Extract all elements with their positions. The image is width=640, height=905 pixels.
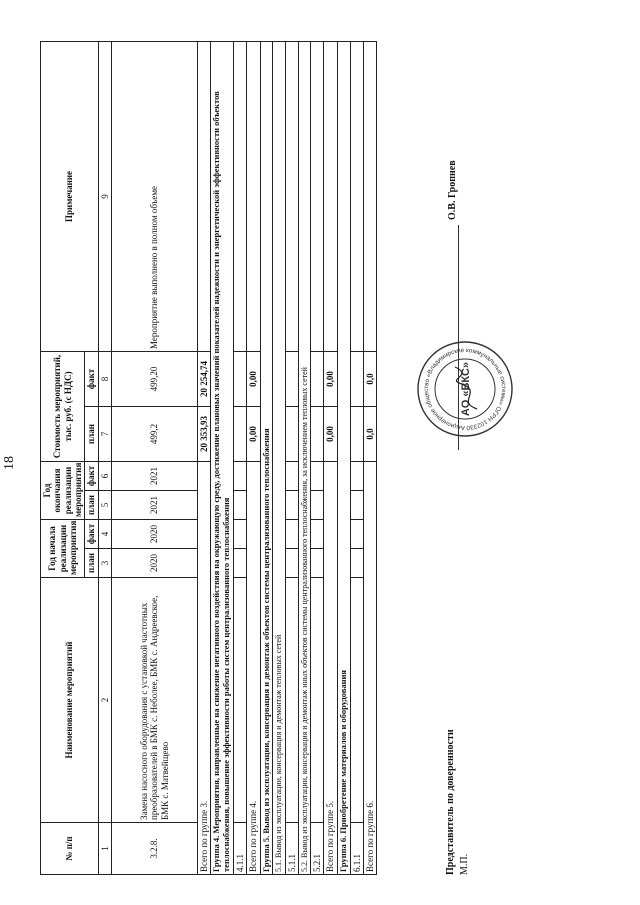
colnum: 5 <box>98 490 111 519</box>
colnum: 2 <box>98 578 111 823</box>
header-note: Примечание <box>41 41 99 351</box>
company-stamp <box>415 339 515 439</box>
table-row-3-2-8 <box>112 41 198 874</box>
measures-table <box>40 41 377 875</box>
row-cost-fact: 499,20 <box>112 351 198 406</box>
row-num: 3.2.8. <box>112 823 198 875</box>
total-row-group-4 <box>247 41 260 874</box>
colnum: 8 <box>98 351 111 406</box>
header-end-fact: факт <box>85 461 98 490</box>
row-num: 5.2.1 <box>311 823 324 875</box>
page-number: 18 <box>2 456 17 470</box>
colnum: 9 <box>98 41 111 351</box>
group-heading: Группа 6. Приобретение материалов и оборудования <box>337 41 350 874</box>
colnum: 4 <box>98 519 111 548</box>
subgroup-heading: 5.1. Вывод из эксплуатации, консервация и демонтаж тепловых сетей <box>273 41 285 874</box>
row-num: 6.1.1 <box>350 823 363 875</box>
row-measure-name: Замена насосного оборудования с установкой частотных преобразователей в БМК с. Неболее, БМК с. Андреевское, БМК с. Матвейщево <box>112 578 198 823</box>
table-row-6-1-1 <box>350 41 363 874</box>
table-row-4-1-1 <box>233 41 246 874</box>
mp-label: М.П. <box>459 853 470 875</box>
colnum: 1 <box>98 823 111 875</box>
total-row-group-3 <box>198 41 211 874</box>
representative-label: Представитель по доверенности <box>445 729 456 875</box>
row-cost-plan: 499,2 <box>112 406 198 461</box>
total-label: Всего по группе 5. <box>324 461 337 874</box>
subgroup-5-2-heading <box>298 41 310 874</box>
header-end-plan: план <box>85 490 98 519</box>
colnum: 7 <box>98 406 111 461</box>
colnum: 3 <box>98 549 111 578</box>
total-fact: 20 254,74 <box>198 351 211 406</box>
total-plan: 0,00 <box>247 406 260 461</box>
header-cost: Стоимость мероприятий, тыс. руб. (с НДС) <box>41 351 85 461</box>
group-4-heading <box>211 41 234 874</box>
total-fact: 0,0 <box>363 351 376 406</box>
total-plan: 20 353,93 <box>198 406 211 461</box>
total-label: Всего по группе 6. <box>363 461 376 874</box>
total-fact: 0,00 <box>324 351 337 406</box>
header-end-year: Год окончания реализации мероприятия <box>41 461 85 519</box>
total-label: Всего по группе 4. <box>247 461 260 874</box>
subgroup-heading: 5.2. Вывод из эксплуатации, консервация и демонтаж иных объектов системы централизованного теплоснабжения, за исключением тепловых сетей <box>298 41 310 874</box>
table-row-5-1-1 <box>285 41 298 874</box>
total-plan: 0,0 <box>363 406 376 461</box>
header-start-year: Год начала реализации мероприятия <box>41 519 85 577</box>
header-name: Наименование мероприятий <box>41 578 99 823</box>
row-num: 4.1.1 <box>233 823 246 875</box>
total-row-group-6 <box>363 41 376 874</box>
row-num: 5.1.1 <box>285 823 298 875</box>
row-start-fact: 2020 <box>112 519 198 548</box>
column-number-row <box>98 41 111 874</box>
stamp-ring-text: Акционерное общество «Владимирские коммунальные системы» ОГРН 102330 <box>422 346 508 432</box>
group-6-heading <box>337 41 350 874</box>
total-fact: 0,00 <box>247 351 260 406</box>
group-heading: Группа 5. Вывод из эксплуатации, консервация и демонтаж объектов системы централизованного теплоснабжения <box>260 41 273 874</box>
row-end-plan: 2021 <box>112 490 198 519</box>
stamp-center-text: АО «ВКС» <box>460 361 472 417</box>
subgroup-5-1-heading <box>273 41 285 874</box>
row-start-plan: 2020 <box>112 549 198 578</box>
group-5-heading <box>260 41 273 874</box>
row-note: Мероприятие выполнено в полном объеме <box>112 41 198 351</box>
total-plan: 0,00 <box>324 406 337 461</box>
total-row-group-5 <box>324 41 337 874</box>
header-cost-fact: факт <box>85 351 98 406</box>
table-row-5-2-1 <box>311 41 324 874</box>
header-start-fact: факт <box>85 519 98 548</box>
group-heading: Группа 4. Мероприятия, направленные на снижение негативного воздействия на окружающую среду, достижение плановых значений показателей надежности и энергетической эффективности объектов теплоснабжения, повышение эффективности работы систем централизованного теплоснабжения <box>211 41 234 874</box>
colnum: 6 <box>98 461 111 490</box>
signatory-name: О.В. Гропнев <box>447 160 458 220</box>
header-row <box>41 41 85 874</box>
header-num: № п/п <box>41 823 99 875</box>
header-start-plan: план <box>85 549 98 578</box>
row-end-fact: 2021 <box>112 461 198 490</box>
total-label: Всего по группе 3. <box>198 461 211 874</box>
header-cost-plan: план <box>85 406 98 461</box>
